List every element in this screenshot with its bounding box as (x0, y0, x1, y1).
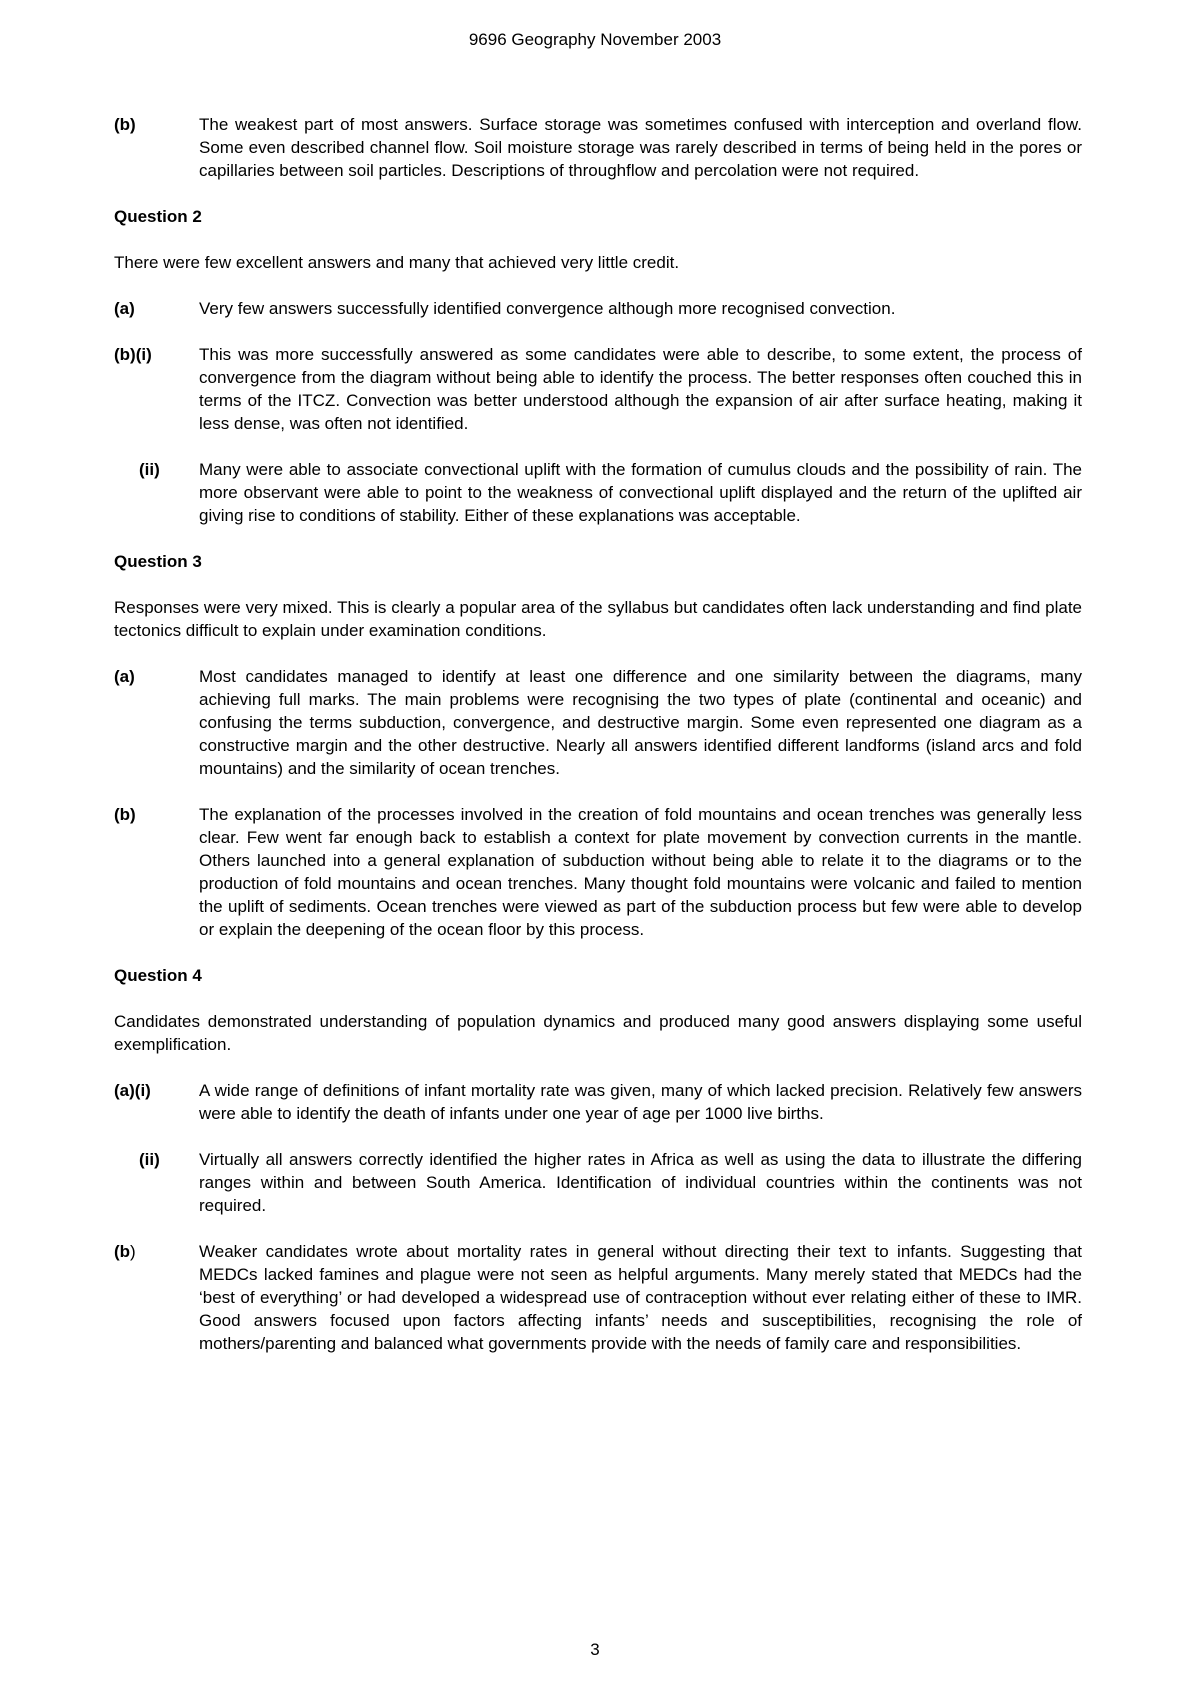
q4-part-b (114, 1240, 1082, 1355)
part-text: Very few answers successfully identified convergence although more recognised convection. (199, 299, 896, 318)
q4-part-a-i (114, 1079, 1082, 1125)
part-text: Many were able to associate convectional uplift with the formation of cumulus clouds and the possibility of rain. The more observant were able to point to the weakness of convectional uplift displayed and the return of the uplifted air giving rise to conditions of stability. Either of these explanations was acceptable. (199, 460, 1082, 525)
part-text: Most candidates managed to identify at least one difference and one similarity between the diagrams, many achieving full marks. The main problems were recognising the two types of plate (continental and oceanic) and confusing the terms subduction, convergence, and destructive margin. Some even represented one diagram as a constructive margin and the other destructive. Nearly all answers identified different landforms (island arcs and fold mountains) and the similarity of ocean trenches. (199, 667, 1082, 778)
q2-part-a (114, 297, 1082, 320)
q2-part-b-i (114, 343, 1082, 435)
part-label (114, 1240, 199, 1263)
part-text: The weakest part of most answers. Surface storage was sometimes confused with interception and overland flow. Some even described channel flow. Soil moisture storage was rarely described in terms of being held in the pores or capillaries between soil particles. Descriptions of throughflow and percolation were not required. (199, 115, 1082, 180)
part-text: This was more successfully answered as some candidates were able to describe, to some extent, the process of convergence from the diagram without being able to identify the process. The better responses often couched this in terms of the ITCZ. Convection was better understood although the expansion of air after surface heating, making it less dense, was often not identified. (199, 345, 1082, 433)
part-label: (b) (114, 805, 136, 824)
q3-part-b (114, 803, 1082, 941)
part-text: Virtually all answers correctly identified the higher rates in Africa as well as using the data to illustrate the differing ranges within and between South America. Identification of individual countries within the continents was not required. (199, 1150, 1082, 1215)
report-body (114, 113, 1082, 1378)
part-text: Weaker candidates wrote about mortality rates in general without directing their text to infants. Suggesting that MEDCs lacked famines and plague were not seen as helpful arguments. Many merely stated that MEDCs had the ‘best of everything’ or had developed a widespread use of contraception without ever relating either of these to IMR. Good answers focused upon factors affecting infants’ needs and susceptibilities, recognising the role of mothers/parenting and balanced what governments provide with the needs of family care and responsibilities. (199, 1242, 1082, 1353)
part-label: (a)(i) (114, 1081, 151, 1100)
part-label: (b) (114, 115, 136, 134)
question-4-intro: Candidates demonstrated understanding of population dynamics and produced many good answers displaying some useful exemplification. (114, 1012, 1082, 1054)
part-label-open: (b (114, 1242, 131, 1261)
page-header: 9696 Geography November 2003 (468, 30, 722, 49)
question-3-intro: Responses were very mixed. This is clearly a popular area of the syllabus but candidates often lack understanding and find plate tectonics difficult to explain under examination conditions. (114, 598, 1082, 640)
part-label: (ii) (139, 1150, 160, 1169)
question-4-heading: Question 4 (114, 966, 202, 985)
part-label: (ii) (139, 460, 160, 479)
q2-part-b-ii (114, 458, 1082, 527)
part-label: (a) (114, 667, 135, 686)
part-text: A wide range of definitions of infant mortality rate was given, many of which lacked precision. Relatively few answers were able to identify the death of infants under one year of age per 1000 live births. (199, 1081, 1082, 1123)
q1-part-b (114, 113, 1082, 182)
question-3-heading: Question 3 (114, 552, 202, 571)
part-label: (b)(i) (114, 345, 152, 364)
question-2-heading: Question 2 (114, 207, 202, 226)
q4-part-a-ii (114, 1148, 1082, 1217)
q3-part-a (114, 665, 1082, 780)
part-label-close: ) (130, 1242, 136, 1261)
question-2-intro: There were few excellent answers and many that achieved very little credit. (114, 253, 680, 272)
part-text: The explanation of the processes involved in the creation of fold mountains and ocean trenches was generally less clear. Few went far enough back to establish a context for plate movement by convection currents in the mantle. Others launched into a general explanation of subduction without being able to relate it to the diagrams or to the production of fold mountains and ocean trenches. Many thought fold mountains were volcanic and failed to mention the uplift of sediments. Ocean trenches were viewed as part of the subduction process but few were able to develop or explain the deepening of the ocean floor by this process. (199, 805, 1082, 939)
part-label: (a) (114, 299, 135, 318)
page-number: 3 (590, 1640, 600, 1659)
